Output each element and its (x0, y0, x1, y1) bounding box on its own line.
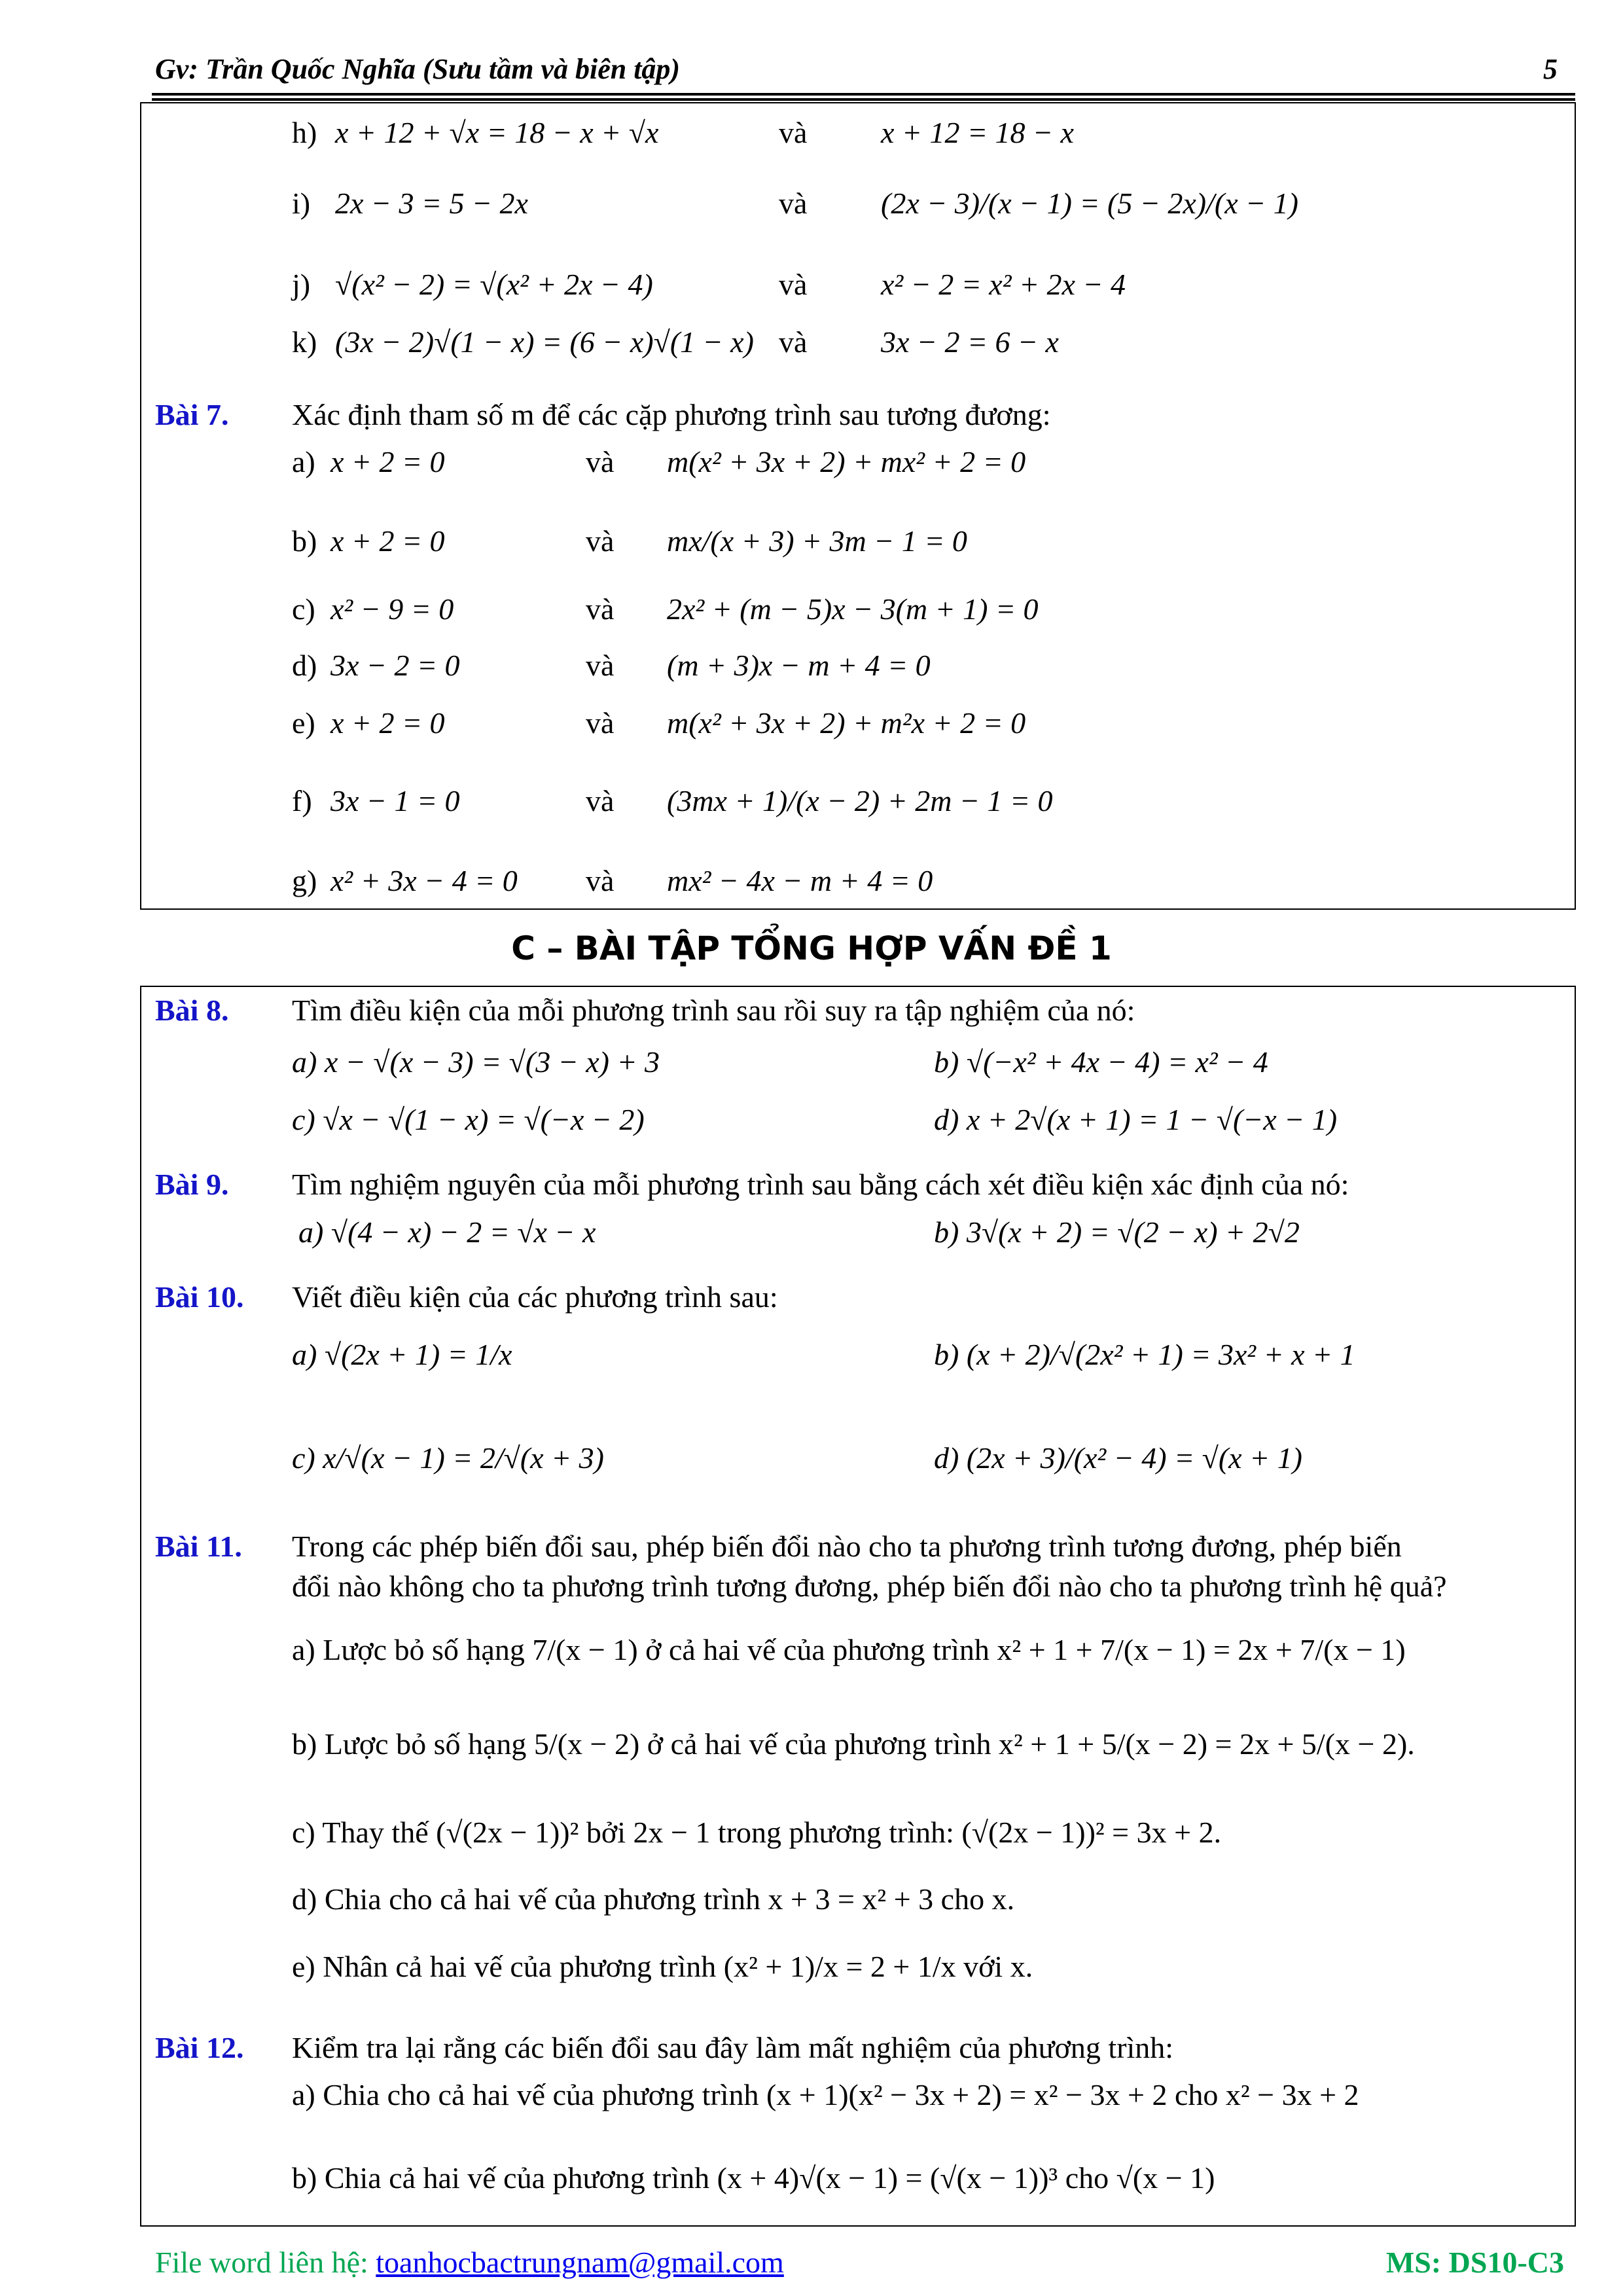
and-word: và (779, 268, 808, 301)
equation-right: (2x − 3)/(x − 1) = (5 − 2x)/(x − 1) (881, 187, 1298, 220)
exercise-prompt: Tìm điều kiện của mỗi phương trình sau rồi suy ra tập nghiệm của nó: (292, 994, 1135, 1027)
equation-left: √(x² − 2) = √(x² + 2x − 4) (335, 268, 653, 301)
item: d) x + 2√(x + 1) = 1 − √(−x − 1) (934, 1103, 1338, 1136)
email-link[interactable]: toanhocbactrungnam@gmail.com (376, 2246, 784, 2279)
item: b) (x + 2)/√(2x² + 1) = 3x² + x + 1 (934, 1338, 1355, 1371)
exercise-prompt-cont: đổi nào không cho ta phương trình tương đương, phép biến đổi nào cho ta phương trình hệ quả? (292, 1570, 1447, 1603)
item-label: b) (292, 524, 317, 558)
footer-contact-label: File word liên hệ: (155, 2246, 376, 2279)
equation-right: (m + 3)x − m + 4 = 0 (667, 649, 931, 682)
item: a) Lược bỏ số hạng 7/(x − 1) ở cả hai vế của phương trình x² + 1 + 7/(x − 1) = 2x + 7/(x − 1) (292, 1633, 1406, 1666)
and-word: và (586, 592, 615, 626)
exercise-label: Bài 12. (155, 2031, 244, 2064)
item: a) Chia cho cả hai vế của phương trình (x + 1)(x² − 3x + 2) = x² − 3x + 2 cho x² − 3x + 2 (292, 2078, 1359, 2111)
item: c) x/√(x − 1) = 2/√(x + 3) (292, 1441, 604, 1475)
equation-left: x + 2 = 0 (330, 524, 445, 558)
item-label: j) (292, 268, 311, 301)
exercise-prompt: Trong các phép biến đổi sau, phép biến đổi nào cho ta phương trình tương đương, phép biến (292, 1530, 1402, 1563)
item: a) √(4 − x) − 2 = √x − x (298, 1215, 596, 1249)
item: b) √(−x² + 4x − 4) = x² − 4 (934, 1045, 1268, 1079)
equation-right: x² − 2 = x² + 2x − 4 (881, 268, 1126, 301)
header-rule (152, 93, 1575, 101)
equation-right: (3mx + 1)/(x − 2) + 2m − 1 = 0 (667, 784, 1053, 817)
exercise-label: Bài 9. (155, 1168, 229, 1201)
and-word: và (586, 706, 615, 740)
page-number: 5 (1543, 53, 1558, 85)
item-label: g) (292, 864, 317, 897)
equation-left: 3x − 1 = 0 (330, 784, 460, 817)
section-title: C – BÀI TẬP TỔNG HỢP VẤN ĐỀ 1 (511, 929, 1112, 967)
equation-left: x + 12 + √x = 18 − x + √x (335, 116, 659, 149)
exercise-label: Bài 7. (155, 398, 229, 431)
exercise-prompt: Xác định tham số m để các cặp phương trình sau tương đương: (292, 398, 1051, 431)
and-word: và (779, 116, 808, 149)
equation-left: x² + 3x − 4 = 0 (330, 864, 518, 897)
item: e) Nhân cả hai vế của phương trình (x² + 1)/x = 2 + 1/x với x. (292, 1950, 1033, 1983)
item-label: f) (292, 784, 312, 817)
item: b) Chia cả hai vế của phương trình (x + 4)√(x − 1) = (√(x − 1))³ cho √(x − 1) (292, 2161, 1215, 2195)
equation-left: x + 2 = 0 (330, 445, 445, 478)
equation-right: m(x² + 3x + 2) + m²x + 2 = 0 (667, 706, 1026, 740)
equation-left: x² − 9 = 0 (330, 592, 454, 626)
item: c) Thay thế (√(2x − 1))² bởi 2x − 1 trong phương trình: (√(2x − 1))² = 3x + 2. (292, 1816, 1222, 1849)
item: b) 3√(x + 2) = √(2 − x) + 2√2 (934, 1215, 1300, 1249)
exercise-label: Bài 11. (155, 1530, 242, 1563)
equation-right: 2x² + (m − 5)x − 3(m + 1) = 0 (667, 592, 1039, 626)
equation-right: mx² − 4x − m + 4 = 0 (667, 864, 933, 897)
item-label: h) (292, 116, 317, 149)
exercise-label: Bài 8. (155, 994, 229, 1027)
footer-code: MS: DS10-C3 (1385, 2246, 1564, 2279)
exercise-prompt: Kiểm tra lại rằng các biến đổi sau đây làm mất nghiệm của phương trình: (292, 2031, 1174, 2064)
item-label: e) (292, 706, 315, 740)
item-label: a) (292, 445, 315, 478)
footer-contact (155, 2245, 784, 2280)
item-label: i) (292, 187, 311, 220)
item-label: k) (292, 325, 317, 359)
item-label: d) (292, 649, 317, 682)
and-word: và (586, 524, 615, 558)
and-word: và (779, 187, 808, 220)
and-word: và (586, 864, 615, 897)
item-label: c) (292, 592, 315, 626)
item: d) (2x + 3)/(x² − 4) = √(x + 1) (934, 1441, 1302, 1475)
item: c) √x − √(1 − x) = √(−x − 2) (292, 1103, 645, 1136)
and-word: và (779, 325, 808, 359)
item: a) √(2x + 1) = 1/x (292, 1338, 512, 1371)
exercise-label: Bài 10. (155, 1280, 244, 1314)
and-word: và (586, 649, 615, 682)
exercise-prompt: Viết điều kiện của các phương trình sau: (292, 1280, 778, 1314)
equation-right: mx/(x + 3) + 3m − 1 = 0 (667, 524, 967, 558)
exercise-prompt: Tìm nghiệm nguyên của mỗi phương trình sau bằng cách xét điều kiện xác định của nó: (292, 1168, 1349, 1201)
equation-left: 3x − 2 = 0 (330, 649, 460, 682)
equation-right: 3x − 2 = 6 − x (881, 325, 1059, 359)
and-word: và (586, 784, 615, 817)
equation-left: (3x − 2)√(1 − x) = (6 − x)√(1 − x) (335, 325, 754, 359)
and-word: và (586, 445, 615, 478)
item: b) Lược bỏ số hạng 5/(x − 2) ở cả hai vế của phương trình x² + 1 + 5/(x − 2) = 2x + 5/(x − 2). (292, 1727, 1415, 1761)
item: d) Chia cho cả hai vế của phương trình x + 3 = x² + 3 cho x. (292, 1882, 1015, 1916)
header-author: Gv: Trần Quốc Nghĩa (Sưu tầm và biên tập) (155, 53, 681, 85)
equation-left: x + 2 = 0 (330, 706, 445, 740)
equation-left: 2x − 3 = 5 − 2x (335, 187, 528, 220)
item: a) x − √(x − 3) = √(3 − x) + 3 (292, 1045, 660, 1079)
equation-right: m(x² + 3x + 2) + mx² + 2 = 0 (667, 445, 1026, 478)
equation-right: x + 12 = 18 − x (881, 116, 1074, 149)
